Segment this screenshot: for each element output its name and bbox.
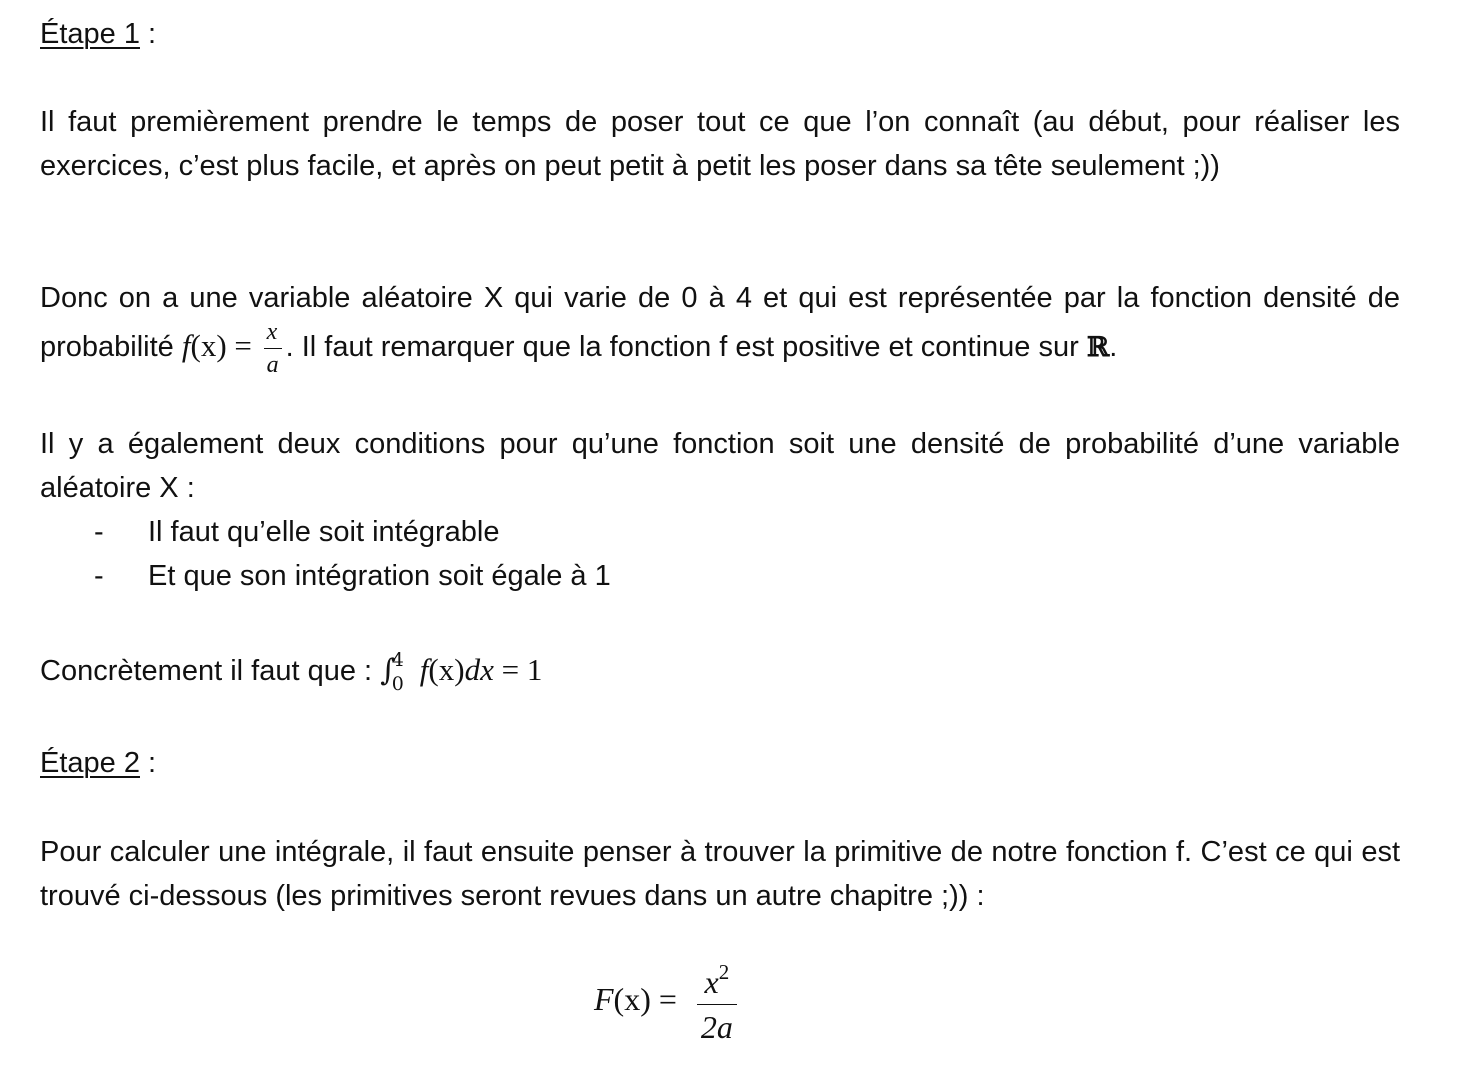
density-fraction-numerator: x xyxy=(264,320,282,349)
reals-symbol: ℝ xyxy=(1086,332,1110,364)
condition-item-2 xyxy=(94,554,611,598)
integral-lower-bound: 0 xyxy=(391,673,404,695)
density-end: . xyxy=(1109,331,1118,364)
density-fraction-denominator: a xyxy=(266,352,279,378)
density-text-after: . Il faut remarquer que la fonction f est positive et continue sur xyxy=(285,331,1087,364)
primitive-paragraph: Pour calculer une intégrale, il faut ensuite penser à trouver la primitive de notre fonction f. C’est ce qui est trouvé ci-dessous (les primitives seront revues dans un autre chapitre ;)) : xyxy=(40,836,1400,912)
density-paragraph xyxy=(40,276,1400,377)
integrand-arg: (x) xyxy=(428,652,465,687)
condition-bullet: - xyxy=(94,516,104,548)
density-function-name: f xyxy=(181,328,191,364)
condition-bullet: - xyxy=(94,560,104,592)
step-1-colon: : xyxy=(139,18,157,50)
density-equals: = xyxy=(226,328,260,364)
primitive-equals: = xyxy=(650,980,685,1017)
primitive-numerator-exponent: 2 xyxy=(718,960,730,984)
step-2-heading xyxy=(40,741,156,785)
condition-item-1 xyxy=(94,510,499,554)
step-2-title: Étape 2 xyxy=(40,747,140,779)
conditions-paragraph: Il y a également deux conditions pour qu’une fonction soit une densité de probabilité d’une variable aléatoire X : xyxy=(40,428,1400,504)
integral-result: 1 xyxy=(526,652,543,687)
integral-upper-bound: 4 xyxy=(391,649,404,671)
condition-text: Et que son intégration soit égale à 1 xyxy=(148,560,611,592)
integral-sign: ∫ xyxy=(380,653,396,688)
density-function-arg: (x) xyxy=(190,328,227,364)
step-2-colon: : xyxy=(139,747,157,779)
integrand-function: f xyxy=(419,652,429,687)
condition-text: Il faut qu’elle soit intégrable xyxy=(148,516,500,548)
density-text-before: Donc on a une variable aléatoire X qui varie de 0 à 4 et qui est représentée par la fonction densité de probabilité xyxy=(40,282,1400,364)
primitive-formula xyxy=(594,962,737,1043)
primitive-lhs: F xyxy=(594,980,614,1017)
integral-differential: dx xyxy=(464,652,494,687)
density-fraction xyxy=(264,320,282,377)
step-1-heading xyxy=(40,12,156,56)
intro-paragraph: Il faut premièrement prendre le temps de poser tout ce que l’on connaît (au début, pour réaliser les exercices, c’est plus facile, et après on peut petit à petit les poser dans sa tête seulement ;)) xyxy=(40,106,1400,182)
integral-equals: = xyxy=(493,652,527,687)
step-1-title: Étape 1 xyxy=(40,18,140,50)
primitive-numerator-base: x xyxy=(704,964,719,1000)
primitive-fraction xyxy=(697,962,737,1043)
primitive-numerator xyxy=(697,962,737,1005)
primitive-denominator: 2a xyxy=(700,1009,733,1045)
primitive-lhs-arg: (x) xyxy=(613,980,651,1017)
integral-condition-text: Concrètement il faut que : xyxy=(40,655,381,687)
integral-condition xyxy=(40,648,1400,696)
